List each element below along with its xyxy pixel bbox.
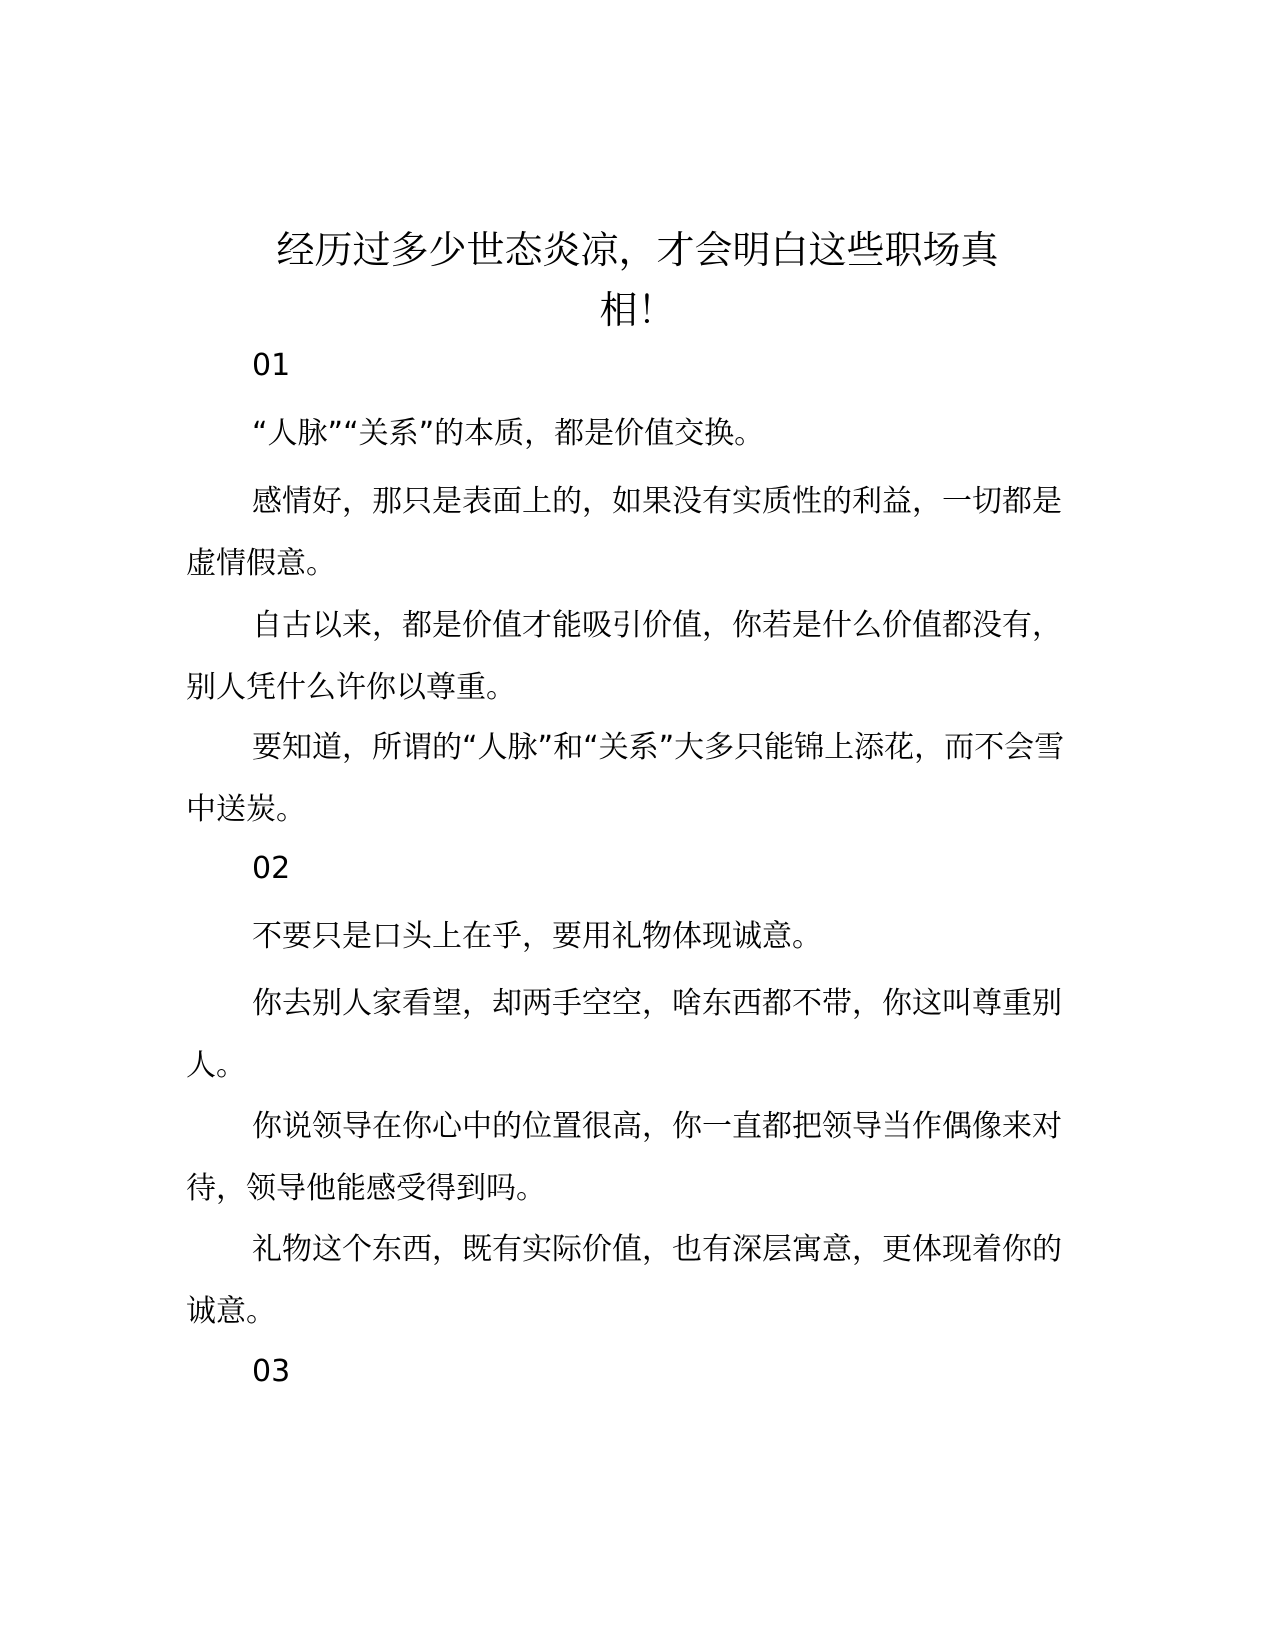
- paragraph: 自古以来，都是价值才能吸引价值，你若是什么价值都没有，别人凭什么许你以尊重。: [186, 608, 1062, 705]
- title-line-1: 经历过多少世态炎凉，才会明白这些职场真: [276, 228, 999, 272]
- paragraph: 要知道，所谓的“人脉”和“关系”大多只能锦上添花，而不会雪中送炭。: [186, 730, 1065, 827]
- paragraph: 礼物这个东西，既有实际价值，也有深层寓意，更体现着你的诚意。: [186, 1232, 1062, 1329]
- section-number-02: 02: [252, 851, 291, 886]
- section-number-01: 01: [252, 348, 291, 383]
- paragraph: 感情好，那只是表面上的，如果没有实质性的利益，一切都是虚情假意。: [186, 484, 1062, 581]
- document-title: [200, 220, 1075, 340]
- paragraph: 你说领导在你心中的位置很高，你一直都把领导当作偶像来对待，领导他能感受得到吗。: [186, 1109, 1062, 1206]
- paragraph: 你去别人家看望，却两手空空，啥东西都不带，你这叫尊重别人。: [186, 986, 1062, 1083]
- title-line-2: 相！: [599, 288, 676, 332]
- section-number-03: 03: [252, 1354, 291, 1389]
- paragraph: “人脉”“关系”的本质，都是价值交换。: [252, 416, 765, 451]
- paragraph: 不要只是口头上在乎，要用礼物体现诚意。: [252, 919, 822, 954]
